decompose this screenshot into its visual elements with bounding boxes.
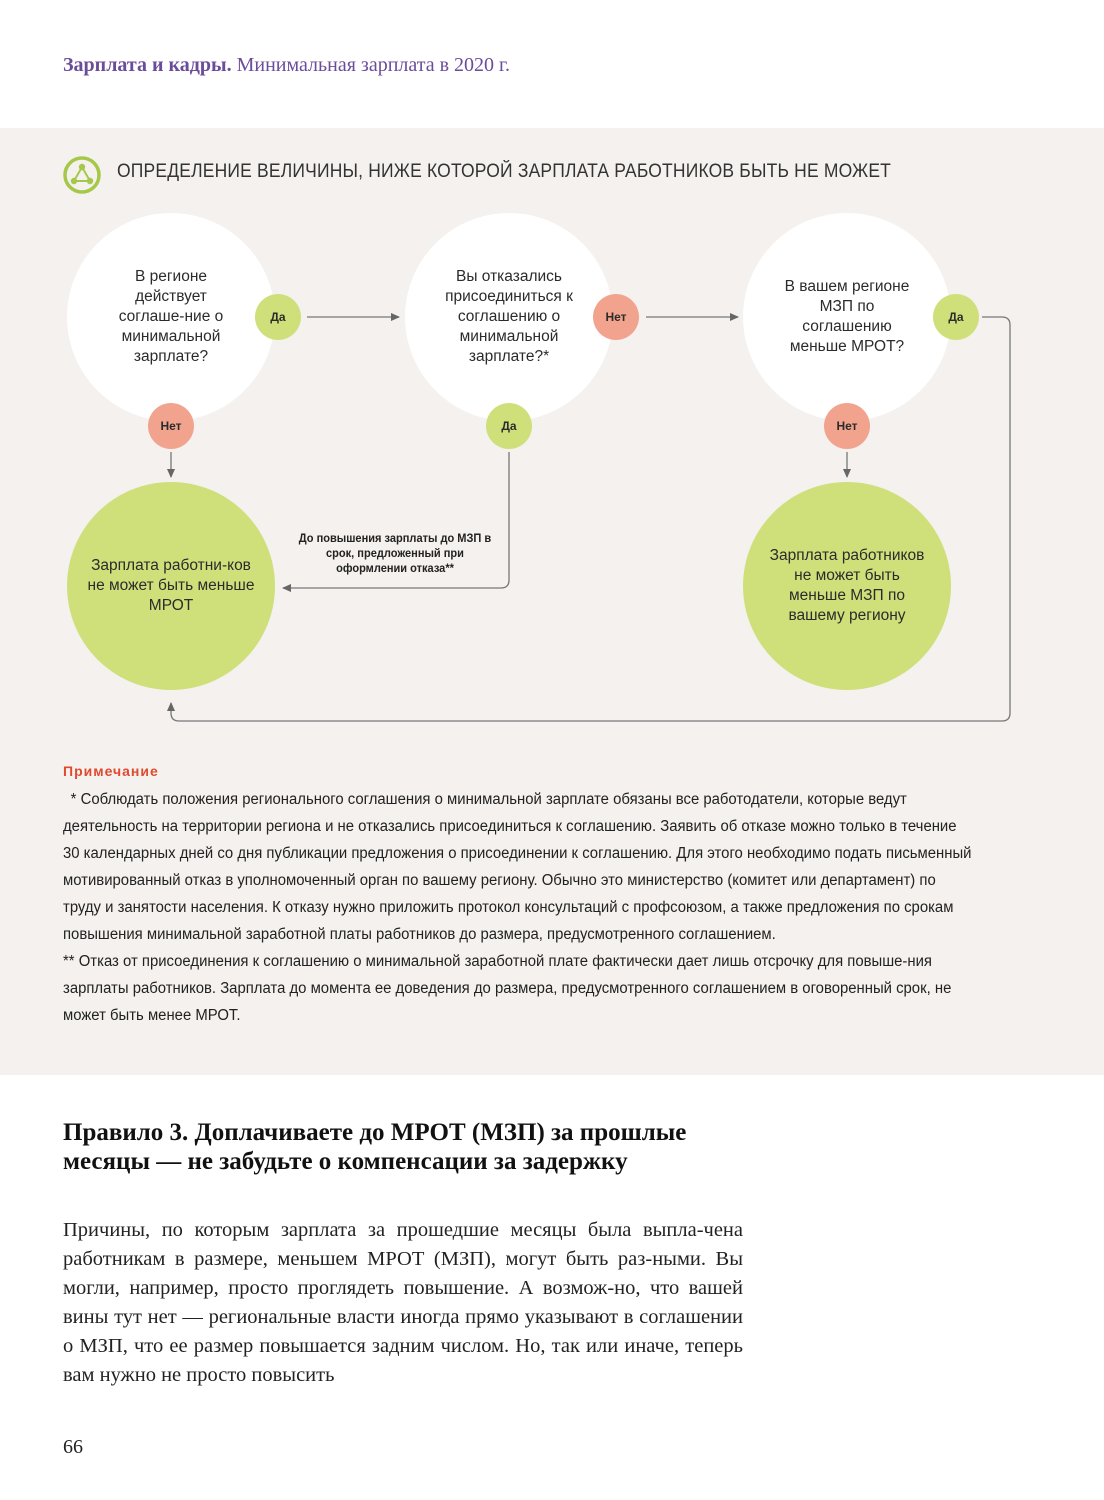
badge-yes-1: Да xyxy=(255,294,301,340)
badge-yes-2: Да xyxy=(486,403,532,449)
question-refused-agreement: Вы отказались присоединиться к соглашению о минимальной зарплате?* xyxy=(405,213,613,421)
diagram-title: ОПРЕДЕЛЕНИЕ ВЕЛИЧИНЫ, НИЖЕ КОТОРОЙ ЗАРПЛАТА РАБОТНИКОВ БЫТЬ НЕ МОЖЕТ xyxy=(117,161,892,182)
rule-heading: Правило 3. Доплачиваете до МРОТ (МЗП) за прошлые месяцы — не забудьте о компенсации за задержку xyxy=(63,1119,687,1175)
badge-no-3: Нет xyxy=(824,403,870,449)
badge-no-1: Нет xyxy=(148,403,194,449)
result-not-less-than-mzp: Зарплата работников не может быть меньше МЗП по вашему региону xyxy=(743,482,951,690)
note-paragraph-1: * Соблюдать положения регионального соглашения о минимальной зарплате обязаны все работодатели, которые ведут деятельность на территории региона и не отказались присоединиться к соглашению. Заявить об отказе можно только в течение 30 календарных дней со дня публикации предложения о присоединении к соглашению. Для этого необходимо подать письменный мотивированный отказ в уполномоченный орган по вашему региону. Обычно это министерство (комитет или департамент) по труду и занятости населения. К отказу нужно приложить протокол консультаций с профсоюзом, а также предложения по срокам повышения минимальной заработной платы работников до размера, предусмотренного соглашением. xyxy=(63,791,972,943)
badge-yes-3: Да xyxy=(933,294,979,340)
page-number: 66 xyxy=(63,1436,83,1458)
header-section: Зарплата и кадры. xyxy=(63,54,232,76)
deferral-arrow-label: До повышения зарплаты до МЗП в срок, предложенный при оформлении отказа** xyxy=(298,531,492,575)
question-agreement-exists: В регионе действует соглаше-ние о минимальной зарплате? xyxy=(67,213,275,421)
question-mzp-less-than-mrot: В вашем регионе МЗП по соглашению меньше МРОТ? xyxy=(743,213,951,421)
note-title: Примечание xyxy=(63,763,159,779)
note-paragraph-2: ** Отказ от присоединения к соглашению о минимальной заработной плате фактически дает лишь отсрочку для повыше-ния зарплаты работников. Зарплата до момента ее доведения до размера, предусмотренного соглашением в оговоренный срок, не может быть менее МРОТ. xyxy=(63,953,952,1024)
rule-body: Причины, по которым зарплата за прошедшие месяцы была выпла-чена работникам в размере, меньшем МРОТ (МЗП), могут быть раз-ными. Вы могли, например, просто проглядеть повышение. А возмож-но, что вашей вины тут нет — региональные власти иногда прямо указывают в соглашении о МЗП, что ее размер повышается задним числом. Но, так или иначе, теперь вам нужно не просто повысить xyxy=(63,1219,743,1386)
result-not-less-than-mrot: Зарплата работни-ков не может быть меньше МРОТ xyxy=(67,482,275,690)
note-text xyxy=(63,786,975,1029)
badge-no-2: Нет xyxy=(593,294,639,340)
header-topic: Минимальная зарплата в 2020 г. xyxy=(236,54,510,76)
